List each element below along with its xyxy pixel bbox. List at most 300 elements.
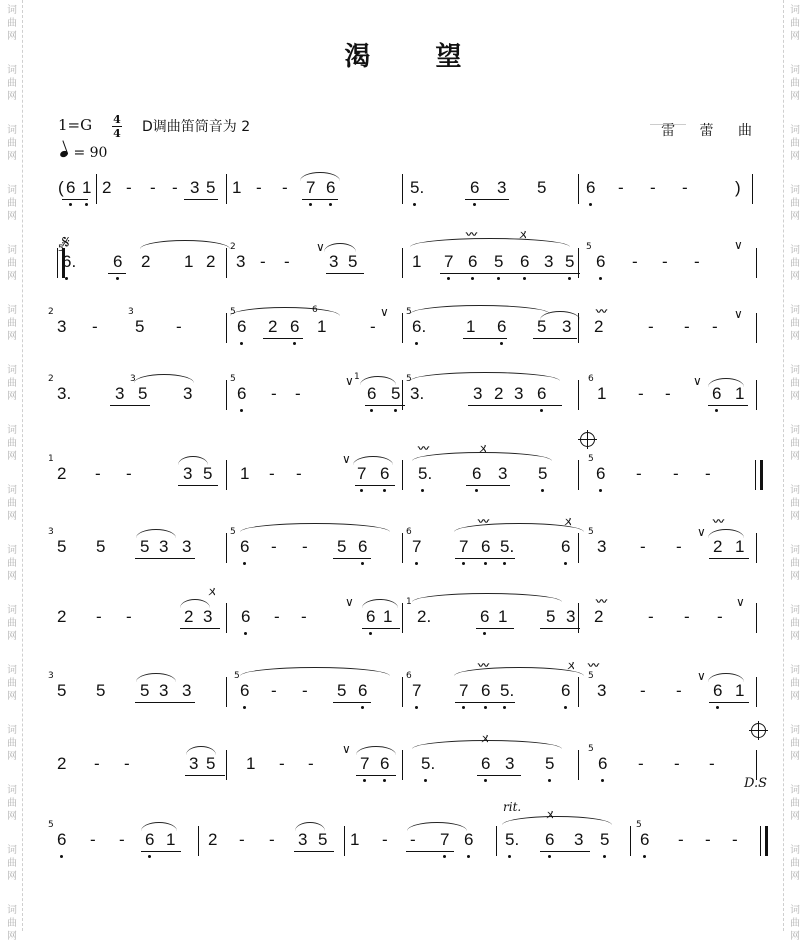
watermark-char: 曲 xyxy=(790,558,800,569)
octave-dot xyxy=(462,706,465,709)
octave-dot xyxy=(240,342,243,345)
dash-note: - xyxy=(640,681,646,700)
time-signature xyxy=(112,114,122,139)
octave-dot xyxy=(503,706,506,709)
watermark-char: 网 xyxy=(790,811,800,822)
dash-note: - xyxy=(95,464,101,483)
watermark-char: 网 xyxy=(7,331,17,342)
breath-mark: ∨ xyxy=(342,742,351,756)
watermark-char: 曲 xyxy=(7,438,17,449)
beam-underline xyxy=(326,273,364,274)
octave-dot xyxy=(473,203,476,206)
watermark-char: 曲 xyxy=(7,858,17,869)
note: 3 xyxy=(236,252,246,271)
note: 3 xyxy=(159,681,169,700)
octave-dot xyxy=(484,706,487,709)
watermark-char: 词 xyxy=(7,845,17,856)
watermark-char: 词 xyxy=(7,125,17,136)
staff-row-6 xyxy=(0,515,806,597)
dash-note: - xyxy=(269,830,275,849)
octave-dot xyxy=(503,562,506,565)
barline xyxy=(756,313,757,343)
barline xyxy=(578,750,579,780)
watermark-char: 词 xyxy=(790,785,800,796)
dash-note: - xyxy=(618,178,624,197)
dash-note: - xyxy=(176,317,182,336)
barline xyxy=(578,460,579,490)
watermark-char: 网 xyxy=(790,331,800,342)
barline xyxy=(226,248,227,278)
note: 3 xyxy=(190,178,200,197)
tempo-marking xyxy=(60,145,107,161)
note: 5 xyxy=(57,681,67,700)
note: 6 xyxy=(497,317,507,336)
note: 5 xyxy=(600,830,610,849)
watermark-char: 网 xyxy=(7,211,17,222)
note: 1 xyxy=(498,607,508,626)
watermark-char: 词 xyxy=(7,5,17,16)
ornament-mark: 〰 xyxy=(478,659,487,672)
note: 5. xyxy=(500,537,515,556)
watermark-char: 曲 xyxy=(7,198,17,209)
beam-underline xyxy=(463,338,507,339)
note: 6 xyxy=(596,252,606,271)
beam-underline xyxy=(302,199,338,200)
ornament-mark: 〰 xyxy=(418,442,427,455)
slur xyxy=(708,673,744,682)
dash-note: - xyxy=(96,607,102,626)
note: 1 xyxy=(735,384,745,403)
note: 1 xyxy=(82,178,92,197)
grace-note: 5 xyxy=(230,527,236,537)
grace-note: 5 xyxy=(588,527,594,537)
beam-underline xyxy=(62,199,88,200)
barline xyxy=(402,677,403,707)
staff-row-8 xyxy=(0,659,806,741)
dash-note: - xyxy=(301,607,307,626)
dash-note: - xyxy=(94,754,100,773)
slur xyxy=(502,816,612,825)
octave-dot xyxy=(415,342,418,345)
watermark-char: 网 xyxy=(790,271,800,282)
beam-underline xyxy=(477,775,521,776)
grace-note: 1 xyxy=(48,454,54,464)
octave-dot xyxy=(309,203,312,206)
ornament-mark: ㄨ xyxy=(545,808,554,821)
note: 3. xyxy=(410,384,425,403)
octave-dot xyxy=(361,562,364,565)
dash-note: - xyxy=(650,178,656,197)
note: 5. xyxy=(421,754,436,773)
barline xyxy=(402,174,403,204)
note: 5. xyxy=(500,681,515,700)
grace-note: 5 xyxy=(58,244,64,254)
note: 2 xyxy=(184,607,194,626)
note: 6 xyxy=(561,537,571,556)
tempo-value: = 90 xyxy=(73,145,108,161)
watermark-char: 词 xyxy=(7,665,17,676)
barline xyxy=(756,603,757,633)
beam-underline xyxy=(465,199,509,200)
beam-underline xyxy=(135,702,195,703)
dash-note: - xyxy=(274,607,280,626)
watermark-char: 曲 xyxy=(790,198,800,209)
note: 5. xyxy=(418,464,433,483)
watermark-char: 曲 xyxy=(7,678,17,689)
note: 2 xyxy=(206,252,216,271)
dash-note: - xyxy=(709,754,715,773)
octave-dot xyxy=(462,562,465,565)
dash-note: - xyxy=(636,464,642,483)
octave-dot xyxy=(421,489,424,492)
ornament-mark: 〰 xyxy=(713,515,722,528)
note: 7 xyxy=(440,830,450,849)
watermark-char: 词 xyxy=(7,725,17,736)
watermark-char: 网 xyxy=(7,91,17,102)
ornament-mark: ㄨ xyxy=(480,732,489,745)
note: 3 xyxy=(544,252,554,271)
watermark-char: 词 xyxy=(790,605,800,616)
beam-underline xyxy=(533,338,577,339)
dash-note: - xyxy=(296,464,302,483)
note: ( xyxy=(58,178,64,197)
watermark-char: 曲 xyxy=(7,78,17,89)
watermark-char: 网 xyxy=(790,571,800,582)
dash-note: - xyxy=(119,830,125,849)
watermark-char: 曲 xyxy=(7,378,17,389)
watermark-char: 词 xyxy=(790,305,800,316)
slur xyxy=(410,238,570,247)
dash-note: - xyxy=(282,178,288,197)
dash-note: - xyxy=(717,607,723,626)
dash-note: - xyxy=(648,607,654,626)
dash-note: - xyxy=(662,252,668,271)
flute-key-note: D调曲笛筒音为 2 xyxy=(142,119,251,135)
note: 3 xyxy=(57,317,67,336)
note: 3 xyxy=(183,464,193,483)
octave-dot xyxy=(369,632,372,635)
note: 6 xyxy=(545,830,555,849)
watermark-char: 网 xyxy=(790,511,800,522)
dash-note: - xyxy=(640,537,646,556)
note: 3. xyxy=(57,384,72,403)
watermark-char: 曲 xyxy=(7,498,17,509)
beam-underline xyxy=(365,405,405,406)
octave-dot xyxy=(243,706,246,709)
note: 3 xyxy=(182,537,192,556)
watermark-char: 词 xyxy=(790,665,800,676)
watermark-char: 曲 xyxy=(7,918,17,929)
dash-note: - xyxy=(410,830,416,849)
note: 5. xyxy=(410,178,425,197)
watermark-char: 网 xyxy=(7,811,17,822)
beam-underline xyxy=(455,702,515,703)
dash-note: - xyxy=(126,607,132,626)
staff-row-5 xyxy=(0,442,806,524)
grace-note: 3 xyxy=(48,527,54,537)
octave-dot xyxy=(508,855,511,858)
breath-mark: ∨ xyxy=(693,374,702,388)
note: 2 xyxy=(268,317,278,336)
beam-underline xyxy=(355,485,395,486)
breath-mark: ∨ xyxy=(734,238,743,252)
note: 6 xyxy=(537,384,547,403)
note: 5 xyxy=(538,464,548,483)
watermark-char: 曲 xyxy=(7,618,17,629)
ornament-mark: ㄨ xyxy=(478,442,487,455)
dash-note: - xyxy=(712,317,718,336)
dash-note: - xyxy=(632,252,638,271)
barline xyxy=(402,533,403,563)
note: 5. xyxy=(505,830,520,849)
slur xyxy=(353,456,393,465)
grace-note: 5 xyxy=(586,242,592,252)
watermark-char: 网 xyxy=(790,211,800,222)
dash-note: - xyxy=(684,317,690,336)
dash-note: - xyxy=(92,317,98,336)
note: 5 xyxy=(206,754,216,773)
grace-note: 6 xyxy=(588,374,594,384)
note: 6 xyxy=(468,252,478,271)
note: 2 xyxy=(594,607,604,626)
beam-underline xyxy=(455,558,515,559)
note: 6 xyxy=(520,252,530,271)
staff-row-1 xyxy=(0,178,806,238)
barline xyxy=(198,826,199,856)
note: 7 xyxy=(459,537,469,556)
barline xyxy=(402,603,403,633)
note: 2 xyxy=(57,464,67,483)
dash-note: - xyxy=(732,830,738,849)
slur xyxy=(140,240,230,249)
grace-note: 1 xyxy=(354,372,360,382)
beam-underline xyxy=(540,851,590,852)
watermark-char: 网 xyxy=(790,751,800,762)
note: 1 xyxy=(412,252,422,271)
note: 3 xyxy=(203,607,213,626)
octave-dot xyxy=(599,277,602,280)
octave-dot xyxy=(715,409,718,412)
note: 6 xyxy=(561,681,571,700)
slur xyxy=(136,673,176,682)
dash-note: - xyxy=(271,537,277,556)
dash-note: - xyxy=(126,178,132,197)
note: 3 xyxy=(505,754,515,773)
note: 6 xyxy=(240,537,250,556)
watermark-char: 曲 xyxy=(7,258,17,269)
coda-sign xyxy=(580,432,595,447)
note: 5 xyxy=(206,178,216,197)
note: 6 xyxy=(380,464,390,483)
barline xyxy=(344,826,345,856)
note: 6 xyxy=(480,607,490,626)
octave-dot xyxy=(116,277,119,280)
slur xyxy=(186,746,216,755)
quarter-note-icon xyxy=(59,150,69,158)
watermark-char: 网 xyxy=(7,751,17,762)
dash-note: - xyxy=(370,317,376,336)
watermark-char: 曲 xyxy=(790,498,800,509)
note: 6 xyxy=(586,178,596,197)
watermark-char: 曲 xyxy=(790,918,800,929)
dash-note: - xyxy=(150,178,156,197)
octave-dot xyxy=(541,489,544,492)
note: 3 xyxy=(498,464,508,483)
octave-dot xyxy=(447,277,450,280)
note: 2 xyxy=(57,607,67,626)
watermark-char: 曲 xyxy=(7,18,17,29)
note: 6 xyxy=(367,384,377,403)
watermark-char: 词 xyxy=(790,245,800,256)
watermark-char: 词 xyxy=(790,185,800,196)
note: 6 xyxy=(326,178,336,197)
grace-note: 6 xyxy=(406,527,412,537)
watermark-char: 曲 xyxy=(790,738,800,749)
watermark-char: 曲 xyxy=(790,378,800,389)
dash-note: - xyxy=(256,178,262,197)
watermark-char: 词 xyxy=(7,185,17,196)
dash-note: - xyxy=(674,754,680,773)
octave-dot xyxy=(69,203,72,206)
note: 6 xyxy=(358,537,368,556)
octave-dot xyxy=(443,855,446,858)
note: 3 xyxy=(183,384,193,403)
slur xyxy=(300,172,340,181)
beam-underline xyxy=(178,485,218,486)
barline xyxy=(578,174,579,204)
watermark-char: 网 xyxy=(7,151,17,162)
watermark-char: 曲 xyxy=(790,18,800,29)
grace-note: 2 xyxy=(48,307,54,317)
dash-note: - xyxy=(295,384,301,403)
grace-note: 5 xyxy=(234,671,240,681)
grace-note: 5 xyxy=(230,307,236,317)
dash-note: - xyxy=(673,464,679,483)
note: 7 xyxy=(444,252,454,271)
beam-underline xyxy=(709,702,749,703)
note: 6 xyxy=(481,537,491,556)
breath-mark: ∨ xyxy=(316,240,325,254)
barline xyxy=(578,380,579,410)
note: 6 xyxy=(57,830,67,849)
watermark-char: 词 xyxy=(7,245,17,256)
note: 6 xyxy=(358,681,368,700)
octave-dot xyxy=(475,489,478,492)
watermark-char: 曲 xyxy=(7,798,17,809)
dash-note: - xyxy=(124,754,130,773)
dash-note: - xyxy=(302,681,308,700)
ornament-mark: 〰 xyxy=(478,515,487,528)
slur xyxy=(136,529,176,538)
breath-mark: ∨ xyxy=(697,525,706,539)
dash-note: - xyxy=(665,384,671,403)
dash-note: - xyxy=(705,830,711,849)
watermark-char: 曲 xyxy=(7,558,17,569)
watermark-char: 词 xyxy=(7,425,17,436)
octave-dot xyxy=(243,562,246,565)
note: 6 xyxy=(470,178,480,197)
watermark-char: 网 xyxy=(7,631,17,642)
watermark-char: 曲 xyxy=(790,438,800,449)
note: 5 xyxy=(537,317,547,336)
note: 5 xyxy=(57,537,67,556)
note: 6 xyxy=(713,681,723,700)
note: 3 xyxy=(159,537,169,556)
note: 2 xyxy=(102,178,112,197)
dash-note: - xyxy=(694,252,700,271)
barline xyxy=(496,826,497,856)
note: 5 xyxy=(565,252,575,271)
beam-underline xyxy=(540,628,580,629)
grace-note: 5 xyxy=(636,820,642,830)
note: 5 xyxy=(546,607,556,626)
slur xyxy=(295,822,325,831)
octave-dot xyxy=(244,632,247,635)
octave-dot xyxy=(415,562,418,565)
note: 6 xyxy=(240,681,250,700)
note: 1 xyxy=(240,464,250,483)
watermark-char: 曲 xyxy=(790,318,800,329)
dash-note: - xyxy=(90,830,96,849)
octave-dot xyxy=(360,489,363,492)
watermark-char: 网 xyxy=(7,451,17,462)
barline xyxy=(752,174,753,204)
note: 1 xyxy=(597,384,607,403)
watermark-char: 网 xyxy=(7,931,17,942)
beam-underline xyxy=(709,558,749,559)
slur xyxy=(324,243,356,252)
watermark-char: 网 xyxy=(790,871,800,882)
note: 3 xyxy=(473,384,483,403)
watermark-char: 网 xyxy=(790,631,800,642)
note: 1 xyxy=(735,537,745,556)
slur xyxy=(708,529,744,538)
octave-dot xyxy=(601,779,604,782)
watermark-char: 词 xyxy=(790,65,800,76)
note: 5 xyxy=(318,830,328,849)
note: 6 xyxy=(241,607,251,626)
slur xyxy=(362,599,398,608)
watermark-char: 词 xyxy=(790,905,800,916)
watermark-char: 网 xyxy=(790,691,800,702)
beam-underline xyxy=(263,338,303,339)
octave-dot xyxy=(415,706,418,709)
octave-dot xyxy=(540,409,543,412)
watermark-char: 词 xyxy=(7,365,17,376)
beam-underline xyxy=(185,775,225,776)
dash-note: - xyxy=(271,384,277,403)
note: 7 xyxy=(357,464,367,483)
beam-underline xyxy=(294,851,334,852)
slur xyxy=(240,523,390,532)
beam-underline xyxy=(333,702,371,703)
note: 6. xyxy=(62,252,77,271)
note: 3 xyxy=(329,252,339,271)
beam-underline xyxy=(108,273,126,274)
breath-mark: ∨ xyxy=(734,307,743,321)
note: 7 xyxy=(306,178,316,197)
watermark-char: 曲 xyxy=(7,738,17,749)
octave-dot xyxy=(370,409,373,412)
beam-underline xyxy=(476,628,514,629)
watermark-char: 曲 xyxy=(790,798,800,809)
note: 1 xyxy=(350,830,360,849)
barline xyxy=(578,533,579,563)
watermark-char: 词 xyxy=(7,305,17,316)
note: 1 xyxy=(232,178,242,197)
grace-note: 1 xyxy=(406,597,412,607)
note: 5 xyxy=(537,178,547,197)
